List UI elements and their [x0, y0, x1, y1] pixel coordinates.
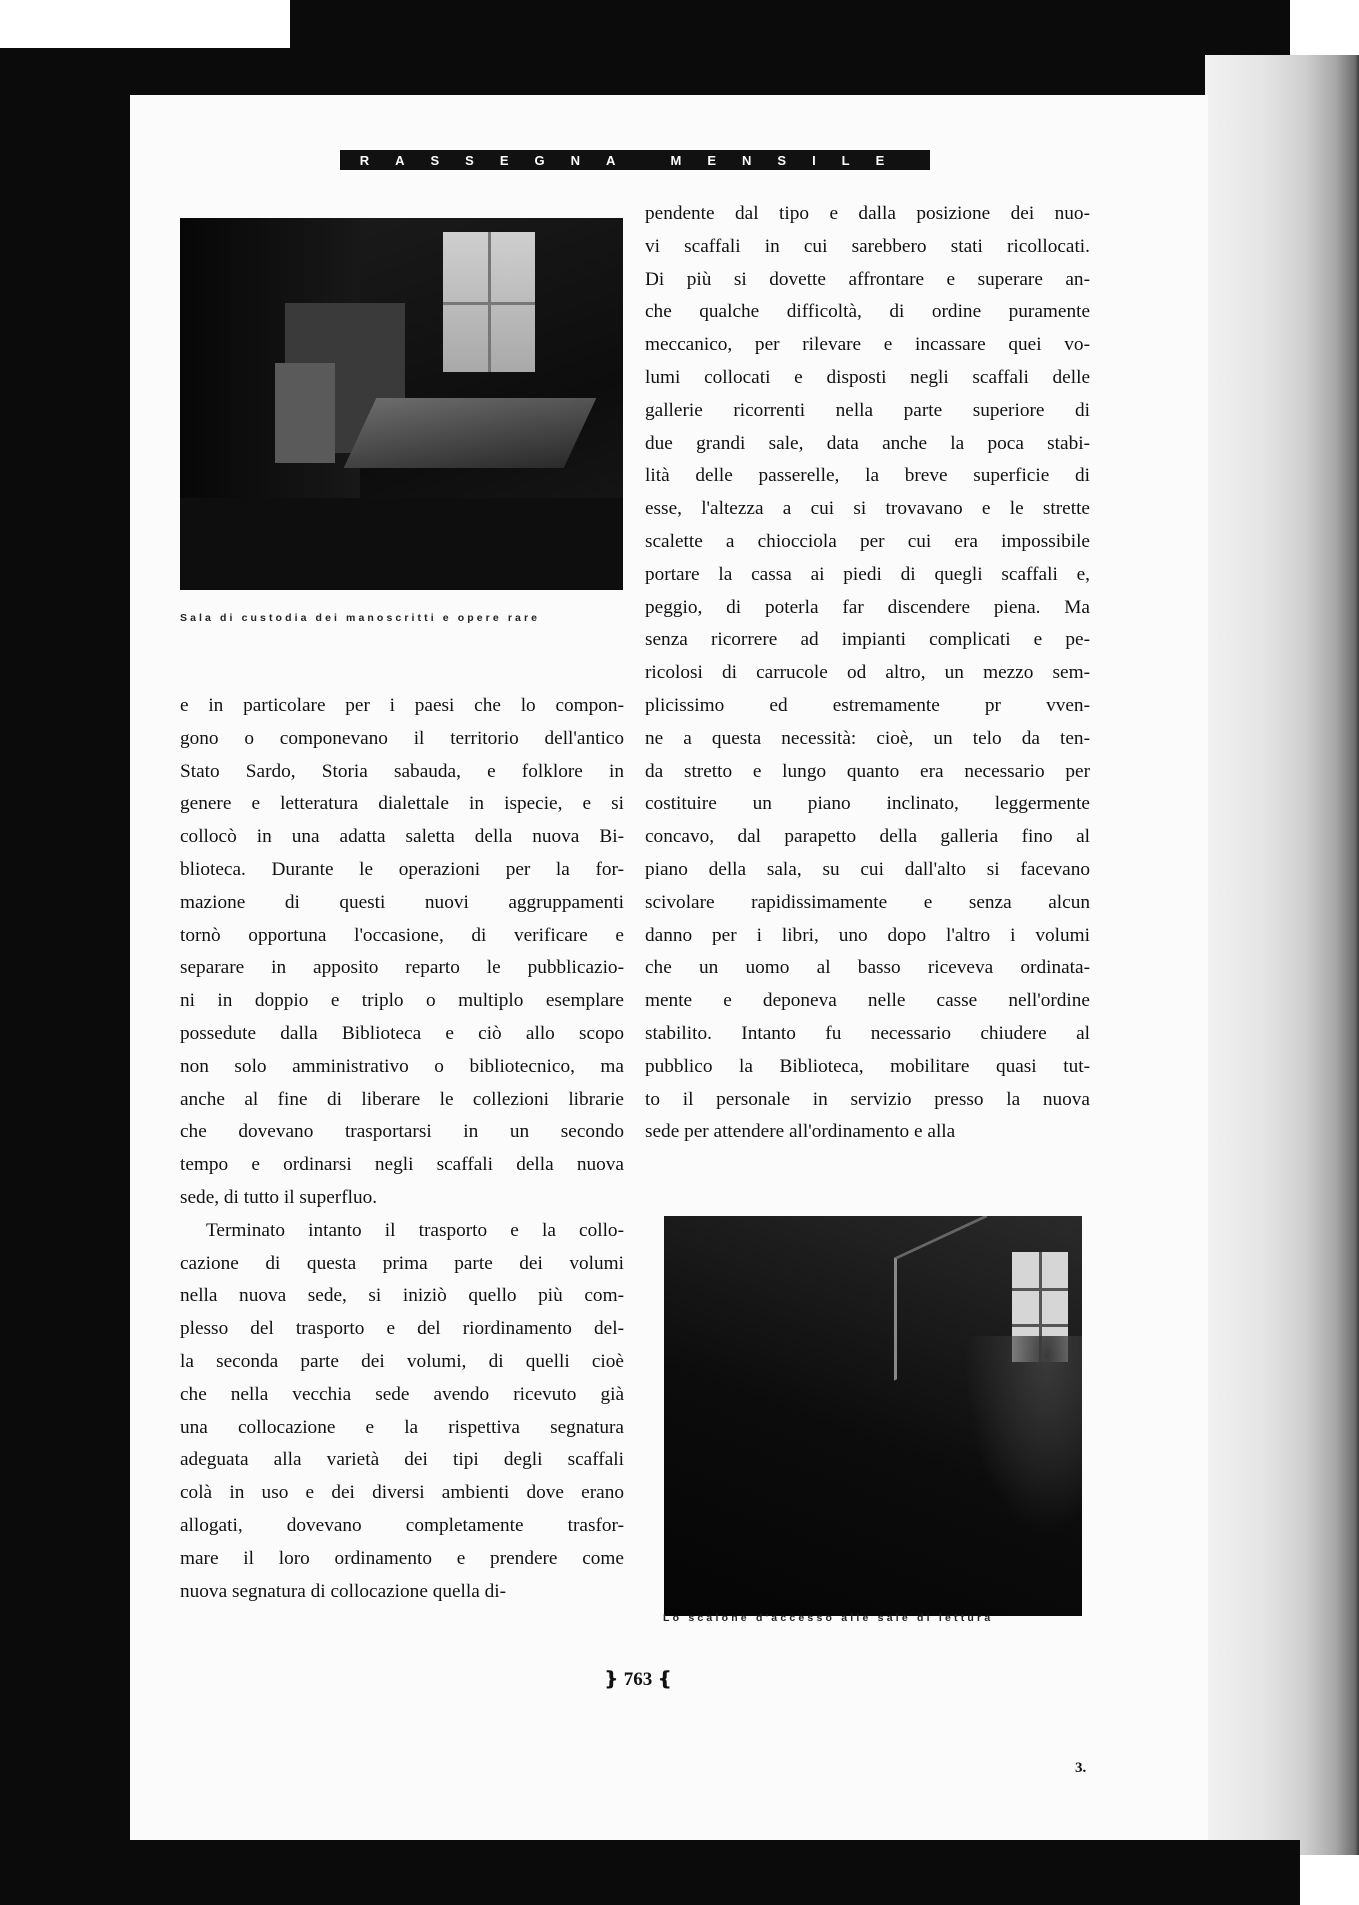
text-line: una collocazione e la rispettiva segnatura: [180, 1416, 624, 1438]
photo1-caption: Sala di custodia dei manoscritti e opere rare: [180, 612, 541, 624]
text-line: meccanico, per rilevare e incassare quei vo-: [645, 334, 1090, 356]
page-number-value: 763: [623, 1669, 653, 1690]
text-line: separare in apposito reparto le pubblicazio-: [180, 957, 624, 979]
photo-manuscript-room: [180, 218, 623, 590]
text-line: pubblico la Biblioteca, mobilitare quasi tut-: [645, 1055, 1090, 1077]
text-line: non solo amministrativo o bibliotecnico, ma: [180, 1055, 624, 1077]
text-line: blioteca. Durante le operazioni per la for-: [180, 858, 624, 880]
text-line: colà in uso e dei diversi ambienti dove erano: [180, 1482, 624, 1504]
signature-mark: 3.: [1075, 1760, 1087, 1776]
text-line: anche al fine di liberare le collezioni librarie: [180, 1088, 624, 1110]
text-line: stabilito. Intanto fu necessario chiudere al: [645, 1022, 1090, 1044]
text-line: sede per attendere all'ordinamento e alla: [645, 1121, 956, 1143]
photo-light: [964, 1336, 1082, 1536]
text-line: ricolosi di carrucole od altro, un mezzo sem-: [645, 662, 1090, 684]
text-line: e in particolare per i paesi che lo compon-: [180, 695, 624, 716]
text-line: mare il loro ordinamento e prendere come: [180, 1547, 624, 1569]
text-line: lità delle passerelle, la breve superficie di: [645, 465, 1090, 487]
text-line: Terminato intanto il trasporto e la collo-: [206, 1219, 624, 1241]
text-line: Stato Sardo, Storia sabauda, e folklore in: [180, 760, 624, 782]
text-line: sede, di tutto il superfluo.: [180, 1186, 378, 1208]
photo2-caption: Lo scalone d'accesso alle sale di lettura: [663, 1612, 994, 1624]
text-line: pendente dal tipo e dalla posizione dei nuo-: [645, 203, 1090, 224]
text-line: gallerie ricorrenti nella parte superiore di: [645, 399, 1090, 421]
scan-border-left: [0, 95, 130, 1870]
text-line: possedute dalla Biblioteca e ciò allo scopo: [180, 1022, 624, 1044]
text-line: scalette a chiocciola per cui era impossibile: [645, 530, 1090, 552]
text-line: nella nuova sede, si iniziò quello più com-: [180, 1285, 624, 1307]
scan-border-top: [290, 0, 1290, 95]
text-line: plicissimo ed estremamente pr vven-: [645, 694, 1090, 716]
text-line: lumi collocati e disposti negli scaffali delle: [645, 366, 1090, 388]
text-line: adeguata alla varietà dei tipi degli scaffali: [180, 1449, 624, 1471]
text-line: portare la cassa ai piedi di quegli scaffali e,: [645, 563, 1090, 585]
text-line: to il personale in servizio presso la nuova: [645, 1088, 1090, 1110]
text-line: che dovevano trasportarsi in un secondo: [180, 1121, 624, 1143]
text-line: scivolare rapidissimamente e senza alcun: [645, 891, 1090, 913]
text-line: costituire un piano inclinato, leggermente: [645, 793, 1090, 815]
text-line: collocò in una adatta saletta della nuova Bi-: [180, 826, 624, 848]
text-line: ne a questa necessità: cioè, un telo da ten-: [645, 727, 1090, 749]
text-line: concavo, dal parapetto della galleria fino al: [645, 826, 1090, 848]
photo-display-case: [344, 398, 597, 468]
right-text-column: [645, 198, 1090, 1149]
text-line: che un uomo al basso riceveva ordinata-: [645, 957, 1090, 979]
photo-cabinet-door: [275, 363, 335, 463]
text-line: tempo e ordinarsi negli scaffali della nuova: [180, 1154, 624, 1176]
photo-staircase: [664, 1216, 1082, 1616]
text-line: cazione di questa prima parte dei volumi: [180, 1252, 624, 1274]
scan-border-bottom: [0, 1840, 1300, 1905]
text-line: da stretto e lungo quanto era necessario per: [645, 760, 1090, 782]
text-line: nuova segnatura di collocazione quella di-: [180, 1580, 507, 1602]
text-line: genere e letteratura dialettale in ispecie, e si: [180, 793, 624, 815]
photo-window: [443, 232, 535, 372]
text-line: danno per i libri, uno dopo l'altro i volumi: [645, 924, 1090, 946]
text-line: mente e deponeva nelle casse nell'ordine: [645, 990, 1090, 1012]
text-line: Di più si dovette affrontare e superare an-: [645, 268, 1090, 290]
left-text-column: [180, 690, 624, 1608]
text-line: due grandi sale, data anche la poca stabi-: [645, 432, 1090, 454]
text-line: esse, l'altezza a cui si trovavano e le strette: [645, 498, 1090, 520]
text-line: che qualche difficoltà, di ordine puramente: [645, 301, 1090, 323]
text-line: che nella vecchia sede avendo ricevuto già: [180, 1383, 624, 1405]
text-line: tornò opportuna l'occasione, di verificare e: [180, 924, 624, 946]
photo-floor: [180, 498, 623, 590]
text-line: mazione di questi nuovi aggruppamenti: [180, 891, 624, 913]
running-head: RASSEGNA MENSILE: [340, 150, 930, 170]
text-line: gono o componevano il territorio dell'antico: [180, 727, 624, 749]
text-line: allogati, dovevano completamente trasfor-: [180, 1514, 624, 1536]
scan-page-curl-right: [1205, 55, 1359, 1855]
text-line: plesso del trasporto e del riordinamento del-: [180, 1318, 624, 1340]
text-line: peggio, di poterla far discendere piena. Ma: [645, 596, 1090, 618]
page-number: ❵ 763 ❴: [603, 1669, 673, 1690]
text-line: ni in doppio e triplo o multiplo esemplare: [180, 990, 624, 1012]
text-line: senza ricorrere ad impianti complicati e pe-: [645, 629, 1090, 651]
text-line: vi scaffali in cui sarebbero stati ricollocati.: [645, 235, 1090, 257]
text-line: la seconda parte dei volumi, di quelli cioè: [180, 1350, 624, 1372]
text-line: piano della sala, su cui dall'alto si facevano: [645, 858, 1090, 880]
